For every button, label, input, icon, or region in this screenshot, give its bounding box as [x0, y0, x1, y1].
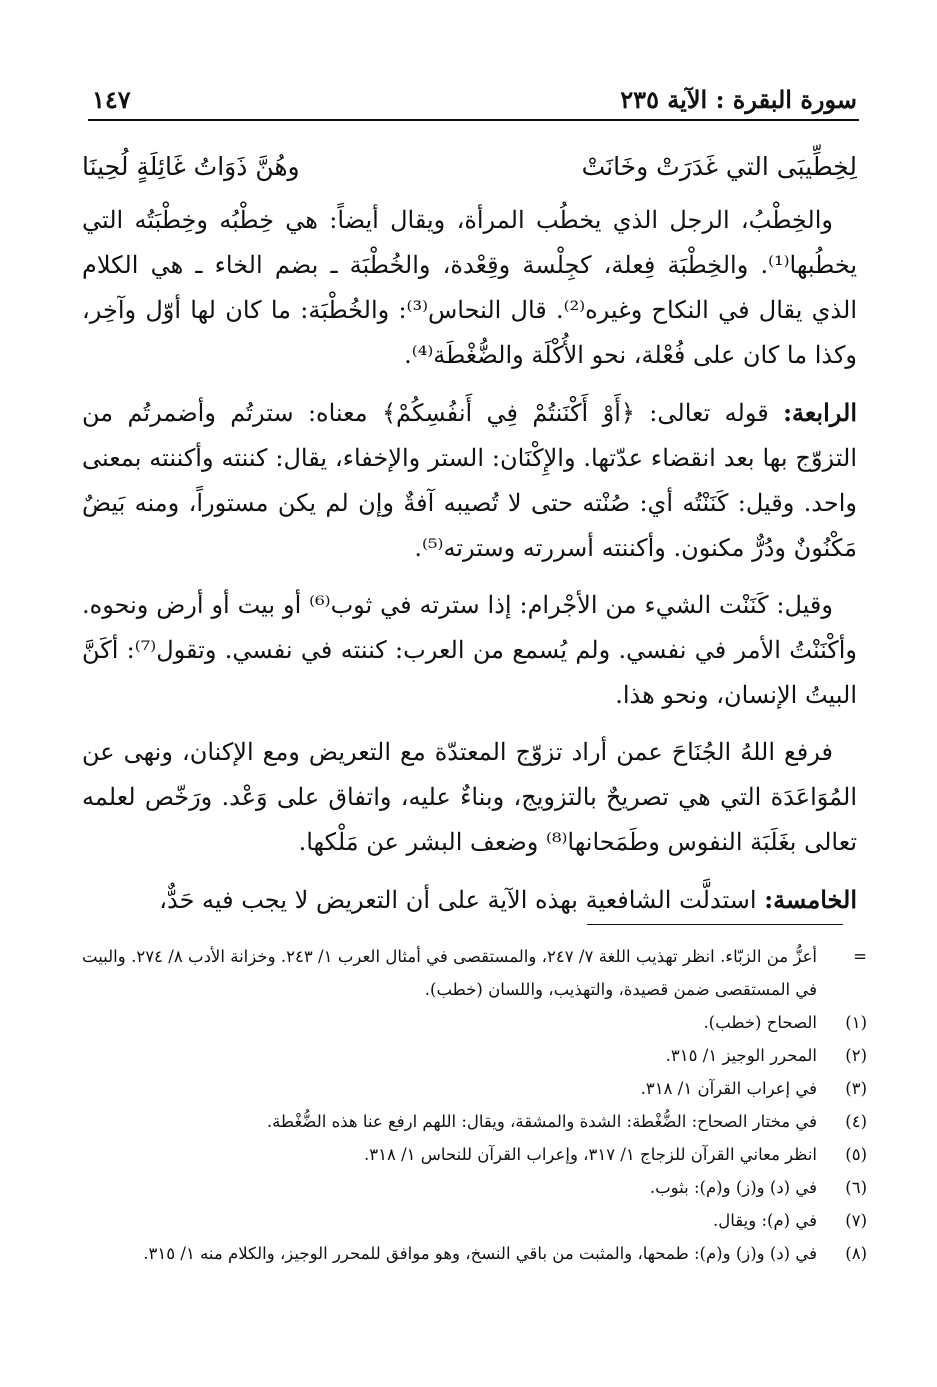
verse-left-hemistich: وهُنَّ ذَوَاتُ غَائِلَةٍ لُحِينَا: [82, 152, 300, 181]
footnote-text: في مختار الصحاح: الضُّغْطة: الشدة والمشقة، ويقال: اللهم ارفع عنا هذه الضُّغْطة.: [266, 1112, 817, 1131]
surah-title: سورة البقرة : الآية ٢٣٥: [620, 84, 857, 114]
footnote-text: في إعراب القرآن ١/ ٣١٨.: [640, 1079, 817, 1098]
footnote: [82, 940, 867, 1006]
poetry-verse: [82, 142, 857, 192]
footnote: [82, 1072, 867, 1105]
footnote: [82, 1204, 867, 1237]
footnote: [82, 1006, 867, 1039]
footnote-text: انظر معاني القرآن للزجاج ١/ ٣١٧، وإعراب القرآن للنحاس ١/ ٣١٨.: [364, 1145, 817, 1164]
paragraph-text: والخِطْبُ، الرجل الذي يخطُب المرأة، ويقال أيضاً: هي خِطْبُه وخِطْبَتُه التي يخطُبها⁽¹⁾. والخِطْبَة فِعلة، كجِلْسة وقِعْدة، والخُطْبَة ـ بضم الخاء ـ هي الكلام الذي يقال في النكاح وغيره⁽²⁾. قال النحاس⁽³⁾: والخُطْبَة: ما كان لها أوّل وآخِر، وكذا ما كان على فُعْلة، نحو الأُكْلَة والضُّغْطَة⁽⁴⁾.: [82, 206, 857, 369]
section-heading: الرابعة:: [783, 398, 857, 427]
footnote: [82, 1105, 867, 1138]
paragraph-text: وقيل: كَنَنْت الشيء من الأجْرام: إذا سترته في ثوب⁽⁶⁾ أو بيت أو أرض ونحوه. وأكْنَنْتُ الأمر في نفسي. ولم يُسمع من العرب: كننته في نفسي. وتقول⁽⁷⁾: أكَنَّ البيتُ الإنسان، ونحو هذا.: [82, 591, 857, 709]
footnote-text: المحرر الوجيز ١/ ٣١٥.: [665, 1046, 817, 1065]
footnote-number: (٧): [845, 1211, 867, 1230]
footnote: [82, 1237, 867, 1270]
footnote: [82, 1138, 867, 1171]
paragraph-text: استدلَّت الشافعية بهذه الآية على أن التعريض لا يجب فيه حَدٌّ،: [159, 886, 757, 914]
footnote-number: (٣): [845, 1079, 867, 1098]
footnote-number: (١): [845, 1013, 867, 1032]
page-header: [92, 78, 857, 120]
footnote-text: في (د) و(ز) و(م): طمحها، والمثبت من باقي النسخ، وهو موافق للمحرر الوجيز، والكلام منه ١/ ٣١٥.: [143, 1244, 817, 1263]
footnote-number: =: [853, 947, 867, 966]
footnote: [82, 1039, 867, 1072]
footnote-text: الصحاح (خطب).: [703, 1013, 817, 1032]
paragraph: [82, 877, 857, 923]
main-text: [82, 142, 857, 935]
paragraph: [82, 583, 857, 718]
footnote: [82, 1171, 867, 1204]
header-rule: [88, 119, 859, 121]
footnote-number: (٥): [845, 1145, 867, 1164]
paragraph: [82, 198, 857, 378]
footnote-number: (٢): [845, 1046, 867, 1065]
paragraph: [82, 730, 857, 865]
paragraph: [82, 390, 857, 571]
footnote-number: (٤): [845, 1112, 867, 1131]
footnote-number: (٦): [845, 1178, 867, 1197]
footnote-text: أعزُّ من الزبّاء. انظر تهذيب اللغة ٧/ ٢٤٧، والمستقصى في أمثال العرب ١/ ٢٤٣. وخزانة الأدب ٨/ ٢٧٤. والبيت في المستقصى ضمن قصيدة، والتهذيب، واللسان (خطب).: [82, 947, 818, 999]
footnote-text: في (م): ويقال.: [713, 1211, 817, 1230]
verse-right-hemistich: لِخِطِّيبَى التي غَدَرَتْ وخَانَتْ: [581, 152, 857, 181]
section-heading: الخامسة:: [764, 885, 857, 914]
footnotes: [82, 940, 867, 1270]
paragraph-text: قوله تعالى: ﴿أَوْ أَكْنَنتُمْ فِي أَنفُسِكُمْ﴾ معناه: سترتُم وأضمرتُم من التزوّج بها بعد انقضاء عدّتها. والإِكْنَان: الستر والإخفاء، يقال: كننته وأكننته بمعنى واحد. وقيل: كَنَنْتُه أي: صُنْته حتى لا تُصيبه آفةٌ وإن لم يكن مستوراً، ومنه بَيضٌ مَكْنُونٌ ودُرٌّ مكنون. وأكننته أسررته وسترته⁽⁵⁾.: [82, 399, 858, 562]
footnote-text: في (د) و(ز) و(م): بثوب.: [649, 1178, 817, 1197]
footnote-number: (٨): [845, 1244, 867, 1263]
page-number: ١٤٧: [92, 84, 131, 114]
footnote-separator: [587, 924, 843, 925]
paragraph-text: فرفع اللهُ الجُنَاحَ عمن أراد تزوّج المعتدّة مع التعريض ومع الإكنان، ونهى عن المُوَاعَدَة التي هي تصريحٌ بالتزويج، وبناءٌ عليه، واتفاق على وَعْد. ورَخّص لعلمه تعالى بغَلَبَة النفوس وطَمَحانها⁽⁸⁾ وضعف البشر عن مَلْكها.: [82, 738, 857, 856]
